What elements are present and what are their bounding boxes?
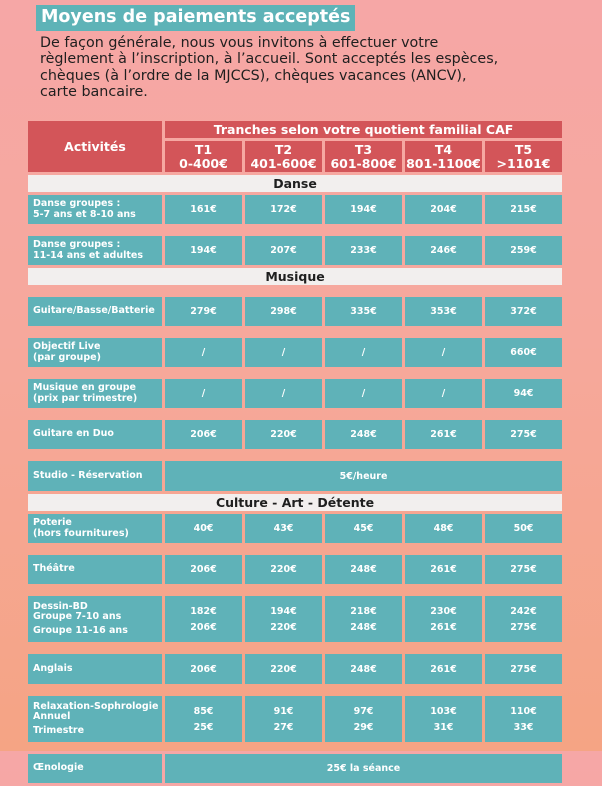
price-cell: 215€ xyxy=(485,195,562,224)
price-cell: 204€ xyxy=(405,195,482,224)
price-cell: 45€ xyxy=(325,514,402,543)
price-cell: 261€ xyxy=(405,420,482,449)
price-cell: 206€ xyxy=(165,420,242,449)
price-cell: 248€ xyxy=(325,555,402,584)
table-row xyxy=(28,461,562,491)
price-cell: 220€ xyxy=(245,555,322,584)
price-cell: 48€ xyxy=(405,514,482,543)
section-header: Musique xyxy=(28,268,562,285)
intro-line: règlement à l’inscription, à l’accueil. Sont acceptés les espèces, xyxy=(40,51,499,68)
activity-label: Danse groupes : 11-14 ans et adultes xyxy=(28,236,162,265)
price-cell: 182€ 206€ xyxy=(165,596,242,642)
table-row xyxy=(28,195,562,224)
price-cell: 248€ xyxy=(325,654,402,684)
table-row xyxy=(28,379,562,408)
price-cell: 85€ 25€ xyxy=(165,696,242,742)
price-cell: 660€ xyxy=(485,338,562,367)
price-cell: 94€ xyxy=(485,379,562,408)
table-row xyxy=(28,555,562,584)
tier-header: T5 >1101€ xyxy=(485,141,562,172)
activity-label: Relaxation-Sophrologie Annuel Trimestre xyxy=(28,696,162,742)
tier-header: T1 0-400€ xyxy=(165,141,242,172)
price-cell: / xyxy=(165,338,242,367)
price-cell: / xyxy=(405,379,482,408)
activity-label: Guitare en Duo xyxy=(28,420,162,449)
price-cell: 194€ xyxy=(165,236,242,265)
price-cell: 335€ xyxy=(325,297,402,326)
price-cell: 206€ xyxy=(165,555,242,584)
table-row xyxy=(28,338,562,367)
price-cell: 103€ 31€ xyxy=(405,696,482,742)
price-cell: 50€ xyxy=(485,514,562,543)
merged-price-cell: 25€ la séance xyxy=(165,754,562,783)
price-cell: 194€ 220€ xyxy=(245,596,322,642)
price-cell: 353€ xyxy=(405,297,482,326)
price-cell: 91€ 27€ xyxy=(245,696,322,742)
price-cell: 97€ 29€ xyxy=(325,696,402,742)
activity-label: Studio - Réservation xyxy=(28,461,162,491)
table-row xyxy=(28,596,562,642)
price-cell: 275€ xyxy=(485,420,562,449)
price-cell: 298€ xyxy=(245,297,322,326)
table-row xyxy=(28,754,562,783)
page-title: Moyens de paiements acceptés xyxy=(36,5,355,31)
intro-line: chèques (à l’ordre de la MJCCS), chèques vacances (ANCV), xyxy=(40,67,467,84)
tier-header: T4 801-1100€ xyxy=(406,141,481,171)
price-cell: 43€ xyxy=(245,514,322,543)
price-cell: / xyxy=(325,379,402,408)
activity-label: Dessin-BD Groupe 7-10 ans Groupe 11-16 ans xyxy=(28,596,162,642)
section-header: Culture - Art - Détente xyxy=(28,494,562,511)
activity-label: Œnologie xyxy=(28,754,162,783)
price-cell: 233€ xyxy=(325,236,402,265)
table-row xyxy=(28,696,562,742)
price-cell: 279€ xyxy=(165,297,242,326)
tier-header: T2 401-600€ xyxy=(245,141,322,172)
activity-label: Guitare/Basse/Batterie xyxy=(28,297,162,326)
price-cell: 110€ 33€ xyxy=(485,696,562,742)
price-cell: / xyxy=(165,379,242,408)
activity-label: Danse groupes : 5-7 ans et 8-10 ans xyxy=(28,195,162,224)
section-header: Danse xyxy=(28,175,562,192)
price-cell: 230€ 261€ xyxy=(405,596,482,642)
price-cell: 259€ xyxy=(485,236,562,265)
tier-header: T3 601-800€ xyxy=(325,141,402,172)
table-row xyxy=(28,420,562,449)
activity-label: Musique en groupe (prix par trimestre) xyxy=(28,379,162,408)
pricing-table xyxy=(25,118,565,786)
price-cell: 261€ xyxy=(405,654,482,684)
intro-paragraph xyxy=(40,35,570,101)
table-row xyxy=(28,297,562,326)
activity-label: Anglais xyxy=(28,654,162,684)
intro-line: carte bancaire. xyxy=(40,84,148,101)
price-cell: / xyxy=(405,338,482,367)
price-cell: 242€ 275€ xyxy=(485,596,562,642)
price-cell: 206€ xyxy=(165,654,242,684)
activity-label: Théâtre xyxy=(28,555,162,584)
activities-header: Activités xyxy=(28,121,162,172)
table-row xyxy=(28,514,562,543)
price-cell: 248€ xyxy=(325,420,402,449)
price-cell: / xyxy=(245,379,322,408)
price-cell: 275€ xyxy=(485,654,562,684)
price-cell: 246€ xyxy=(405,236,482,265)
tranches-header: Tranches selon votre quotient familial CAF xyxy=(165,121,562,138)
activity-label: Objectif Live (par groupe) xyxy=(28,338,162,367)
price-cell: 261€ xyxy=(405,555,482,584)
price-cell: 218€ 248€ xyxy=(325,596,402,642)
price-cell: 275€ xyxy=(485,555,562,584)
table-row xyxy=(28,654,562,684)
table-row xyxy=(28,236,562,265)
merged-price-cell: 5€/heure xyxy=(165,461,562,491)
price-cell: 220€ xyxy=(245,654,322,684)
price-cell: 372€ xyxy=(485,297,562,326)
intro-line: De façon générale, nous vous invitons à effectuer votre xyxy=(40,35,439,51)
price-cell: 172€ xyxy=(245,195,322,224)
price-cell: / xyxy=(325,338,402,367)
price-cell: 40€ xyxy=(165,514,242,543)
price-cell: 207€ xyxy=(245,236,322,265)
price-cell: / xyxy=(245,338,322,367)
activity-label: Poterie (hors fournitures) xyxy=(28,514,162,543)
price-cell: 220€ xyxy=(245,420,322,449)
price-cell: 194€ xyxy=(325,195,402,224)
price-cell: 161€ xyxy=(165,195,242,224)
